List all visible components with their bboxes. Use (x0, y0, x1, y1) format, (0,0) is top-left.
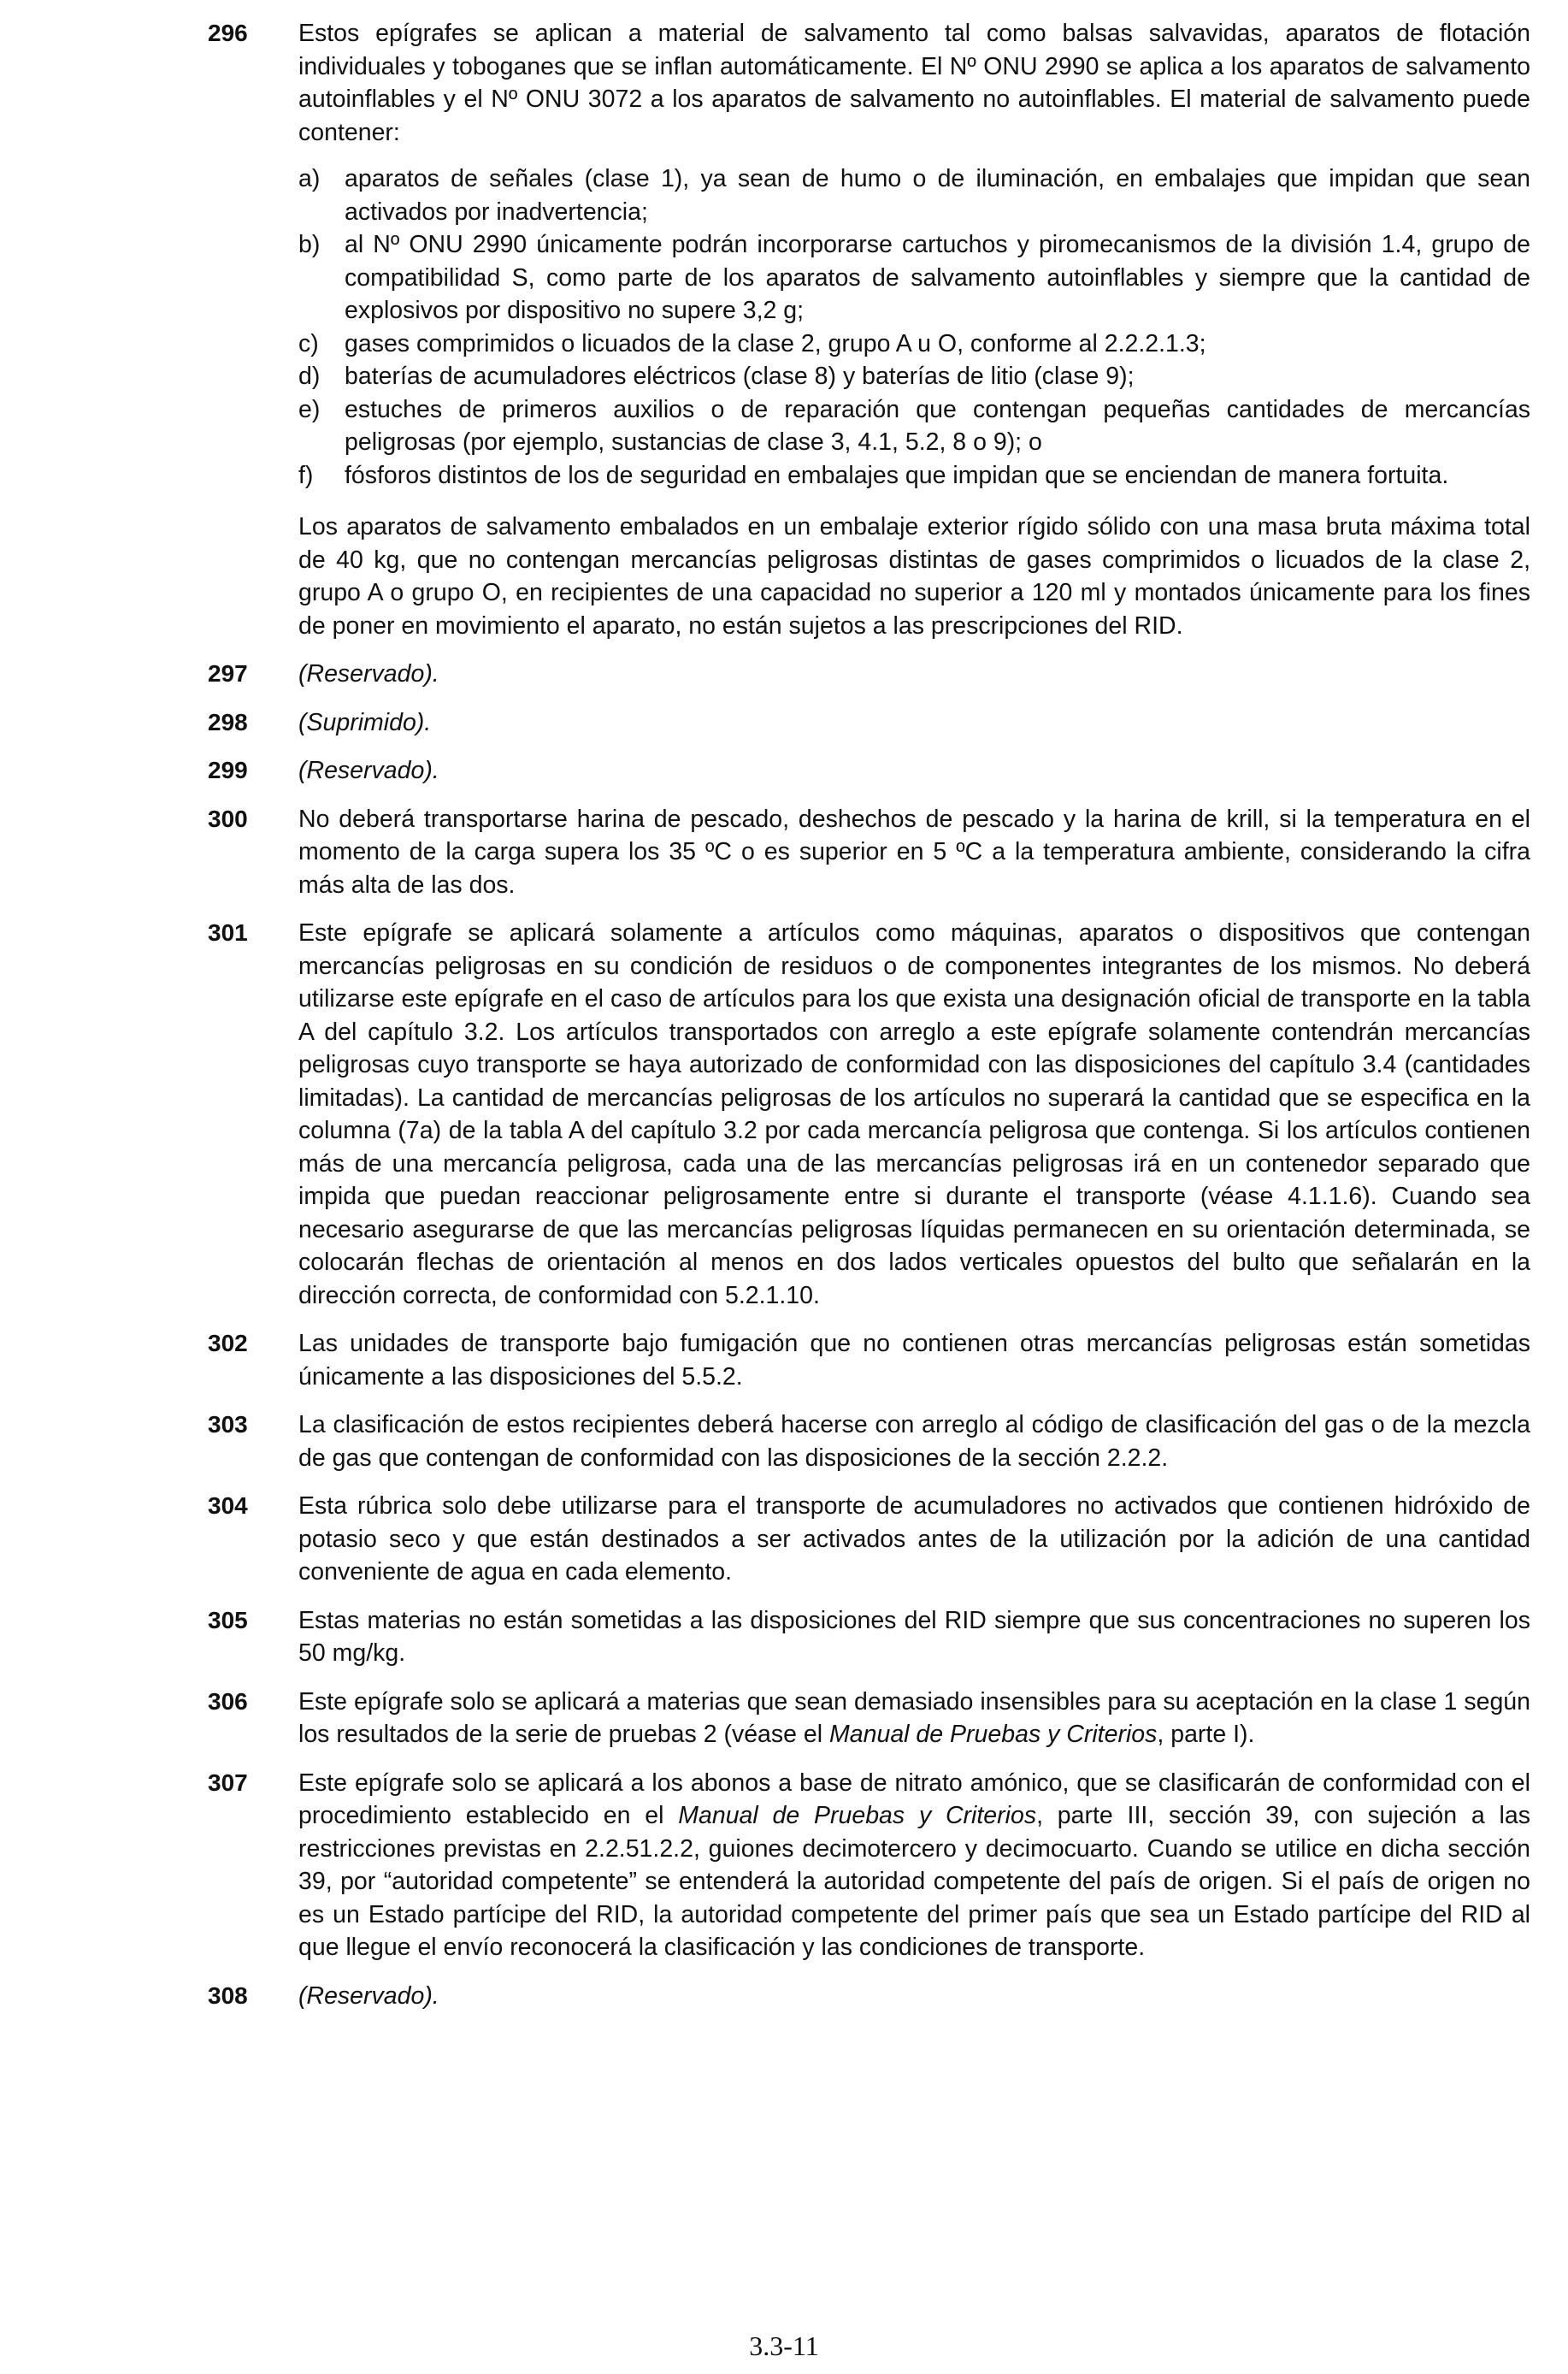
text-run: , parte III, sección 39, con sujeción a las restricciones previstas en 2.2.51.2.2, guiones decimotercero y decimocuarto. Cuando se utilice en dicha sección 39, por “autoridad competente” se entenderá la autoridad competente del país de origen. Si el país de origen no es un Estado partícipe del RID, la autoridad competente del primer país que sea un Estado partícipe del RID al que llegue el envío reconocerá la clasificación y las condiciones de transporte. (298, 1802, 1530, 1961)
provision-303 (208, 1408, 1530, 1474)
provision-306 (208, 1686, 1530, 1751)
provision-text: No deberá transportarse harina de pescado, deshechos de pescado y la harina de krill, si la temperatura en el momento de la carga supera los 35 ºC o es superior en 5 ºC a la temperatura ambiente, considerando la cifra más alta de las dos. (298, 805, 1530, 899)
list-marker: c) (298, 329, 319, 357)
list-item (298, 228, 1530, 328)
provision-text: (Suprimido). (298, 708, 432, 736)
provision-text: Estas materias no están sometidas a las disposiciones del RID siempre que sus concentraciones no superen los 50 mg/kg. (298, 1606, 1530, 1667)
list-item-text: fósforos distintos de los de seguridad en embalajes que impidan que se enciendan de manera fortuita. (345, 461, 1449, 489)
provision-297 (208, 658, 1530, 691)
list-marker: f) (298, 461, 314, 489)
provision-number: 305 (208, 1606, 248, 1633)
provision-number: 298 (208, 708, 248, 735)
provision-text: Los aparatos de salvamento embalados en un embalaje exterior rígido sólido con una masa bruta máxima total de 40 kg, que no contengan mercancías peligrosas distintas de gases comprimidos o licuados de la clase 2, grupo A o grupo O, en recipientes de una capacidad no superior a 120 ml y montados únicamente para los fines de poner en movimiento el aparato, no están sujetos a las prescripciones del RID. (298, 513, 1530, 640)
list-item-text: aparatos de señales (clase 1), ya sean de humo o de iluminación, en embalajes que impidan que sean activados por inadvertencia; (345, 165, 1530, 226)
text-run: Este epígrafe solo se aplicará a materias que sean demasiado insensibles para su aceptación en la clase 1 según los resultados de la serie de pruebas 2 (véase el (298, 1687, 1530, 1748)
page-number: 3.3-11 (749, 2330, 819, 2361)
provision-298 (208, 706, 1530, 740)
list-item-text: estuches de primeros auxilios o de reparación que contengan pequeñas cantidades de mercancías peligrosas (por ejemplo, sustancias de clase 3, 4.1, 5.2, 8 o 9); o (345, 395, 1530, 456)
provision-text: Este epígrafe se aplicará solamente a artículos como máquinas, aparatos o dispositivos que contengan mercancías peligrosas en su condición de residuos o de componentes integrantes de los mismos. No deberá utilizarse este epígrafe en el caso de artículos para los que exista una designación oficial de transporte en la tabla A del capítulo 3.2. Los artículos transportados con arreglo a este epígrafe solamente contendrán mercancías peligrosas cuyo transporte se haya autorizado de conformidad con las disposiciones del capítulo 3.4 (cantidades limitadas). La cantidad de mercancías peligrosas de los artículos no superará la cantidad que se especifica en la columna (7a) de la tabla A del capítulo 3.2 por cada mercancía peligrosa que contenga. Si los artículos contienen más de una mercancía peligrosa, cada una de las mercancías peligrosas irá en un contenedor separado que impida que puedan reaccionar peligrosamente entre si durante el transporte (véase 4.1.1.6). Cuando sea necesario asegurarse de que las mercancías peligrosas líquidas permanecen en su orientación determinada, se colocarán flechas de orientación al menos en dos lados verticales opuestos del bulto que señalarán en la dirección correcta, de conformidad con 5.2.1.10. (298, 919, 1530, 1309)
provision-number: 297 (208, 660, 248, 687)
list-item (298, 360, 1530, 393)
provision-302 (208, 1327, 1530, 1393)
provision-number: 302 (208, 1330, 248, 1356)
list-item (298, 393, 1530, 459)
text-run: , parte I). (1157, 1721, 1255, 1748)
provision-text: La clasificación de estos recipientes deberá hacerse con arreglo al código de clasificación del gas o de la mezcla de gas que contengan de conformidad con las disposiciones de la sección 2.2.2. (298, 1411, 1530, 1472)
provision-number: 306 (208, 1687, 248, 1715)
provision-307 (208, 1767, 1530, 1964)
provision-304 (208, 1490, 1530, 1589)
list-marker: a) (298, 165, 321, 192)
list-item-text: gases comprimidos o licuados de la clase 2, grupo A u O, conforme al 2.2.2.1.3; (345, 329, 1206, 357)
provision-number: 296 (208, 20, 248, 46)
provision-308 (208, 1980, 1530, 2013)
provision-305 (208, 1604, 1530, 1670)
list-item (298, 328, 1530, 361)
list-marker: e) (298, 395, 321, 423)
provision-sublist (298, 162, 1530, 492)
provision-301 (208, 917, 1530, 1312)
provision-text: Estos epígrafes se aplican a material de salvamento tal como balsas salvavidas, aparatos de flotación individuales y toboganes que se inflan automáticamente. El Nº ONU 2990 se aplica a los aparatos de salvamento autoinflables y el Nº ONU 3072 a los aparatos de salvamento no autoinflables. El material de salvamento puede contener: (298, 20, 1530, 146)
publication-title: Manual de Pruebas y Criterios (678, 1802, 1037, 1829)
provision-text: Las unidades de transporte bajo fumigación que no contienen otras mercancías peligrosas están sometidas únicamente a las disposiciones del 5.5.2. (298, 1330, 1530, 1391)
list-item (298, 459, 1530, 493)
text-run: Este epígrafe solo se aplicará a los abonos a base de nitrato amónico, que se clasificarán de conformidad con el procedimiento establecido en el (298, 1769, 1530, 1829)
provision-number: 301 (208, 919, 248, 946)
provision-299 (208, 754, 1530, 788)
list-item-text: al Nº ONU 2990 únicamente podrán incorporarse cartuchos y piromecanismos de la división 1.4, grupo de compatibilidad S, como parte de los aparatos de salvamento autoinflables y siempre que la cantidad de explosivos por dispositivo no supere 3,2 g; (345, 231, 1530, 324)
provision-number: 307 (208, 1769, 248, 1796)
list-marker: d) (298, 363, 321, 390)
special-provisions-list (208, 17, 1530, 2028)
list-marker: b) (298, 231, 321, 258)
provision-text: (Reservado). (298, 660, 439, 688)
provision-text: Esta rúbrica solo debe utilizarse para el transporte de acumuladores no activados que contienen hidróxido de potasio seco y que están destinados a ser activados antes de la utilización por la adición de una cantidad conveniente de agua en cada elemento. (298, 1492, 1530, 1586)
provision-300 (208, 803, 1530, 902)
list-item-text: baterías de acumuladores eléctricos (clase 8) y baterías de litio (clase 9); (345, 363, 1135, 390)
list-item (298, 162, 1530, 228)
provision-number: 308 (208, 1981, 248, 2009)
provision-number: 300 (208, 805, 248, 832)
provision-296 (208, 17, 1530, 642)
provision-text (298, 1767, 1530, 1964)
provision-text: (Reservado). (298, 1981, 439, 2010)
publication-title: Manual de Pruebas y Criterios (829, 1721, 1158, 1748)
provision-number: 304 (208, 1492, 248, 1519)
provision-number: 303 (208, 1411, 248, 1438)
provision-number: 299 (208, 757, 248, 783)
provision-text (298, 1686, 1530, 1751)
provision-text: (Reservado). (298, 757, 439, 784)
